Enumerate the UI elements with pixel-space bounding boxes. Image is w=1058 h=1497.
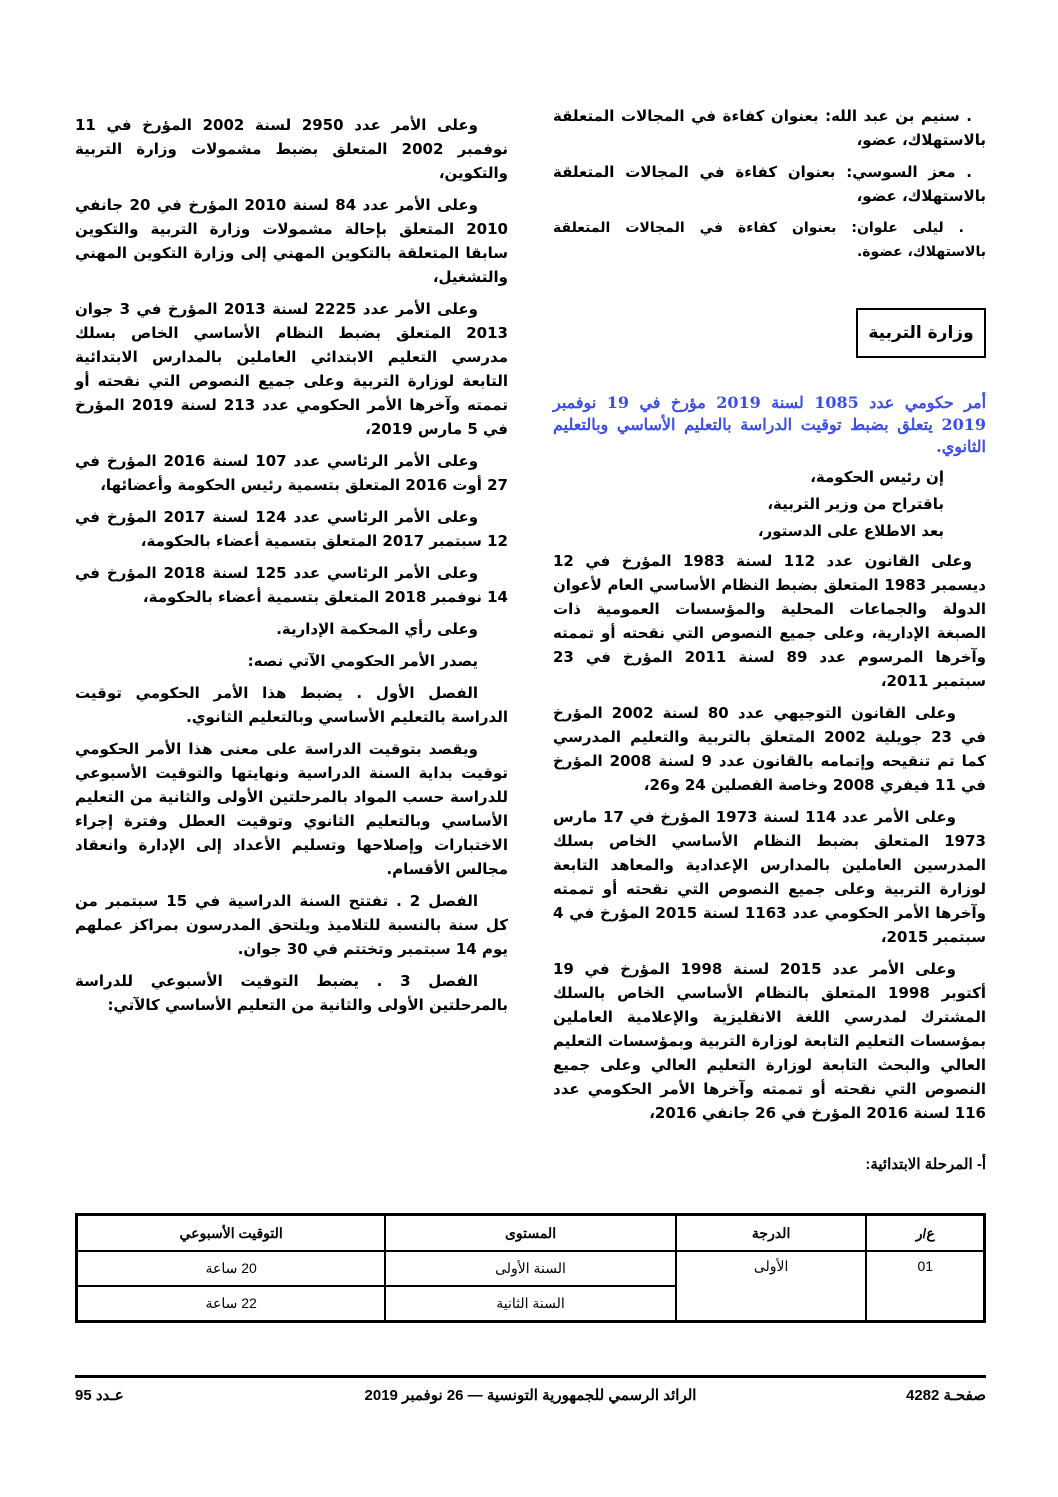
recital-paragraph: وعلى القانون عدد 112 لسنة 1983 المؤرخ في 12 ديسمبر 1983 المتعلق بضبط النظام الأساسي العام لأعوان الدولة والجماعات المحلية والمؤسسات العمومية ذات الصبغة الإدارية، وعلى جميع النصوص التي نقحته أو تممته وآخرها المرسوم عدد 89 لسنة 2011 المؤرخ في 23 سبتمبر 2011، xyxy=(553,552,987,690)
article-paragraph: ويقصد بتوقيت الدراسة على معنى هذا الأمر الحكومي توقيت بداية السنة الدراسية ونهايتها والتوقيت الأسبوعي للدراسة حسب المواد بالمرحلتين الأولى والثانية من التعليم الأساسي وبالتعليم الثانوي وتوقيت العطل وفترة إجراء الاختبارات وإصلاحها وتسليم الأعداد إلى الإدارة وانعقاد مجالس الأقسام. xyxy=(75,740,508,878)
cell-number: 01 xyxy=(866,1251,984,1322)
table-row xyxy=(77,1251,985,1286)
decree-title xyxy=(553,392,986,458)
recital-paragraph: وعلى الأمر عدد 114 لسنة 1973 المؤرخ في 17 مارس 1973 المتعلق بضبط النظام الأساسي الخاص بسلك المدرسين العاملين بالمدارس الإعدادية والمعاهد التابعة لوزارة التربية وعلى جميع النصوص التي نقحته أو تممته وآخرها الأمر الحكومي عدد 1163 لسنة 2015 المؤرخ في 4 سبتمبر 2015، xyxy=(553,808,986,946)
member-item: . معز السوسي: بعنوان كفاءة في المجالات المتعلقة بالاستهلاك، عضو، xyxy=(553,163,986,205)
preamble-line: إن رئيس الحكومة، xyxy=(810,468,944,486)
recital-paragraph: وعلى الأمر عدد 2950 لسنة 2002 المؤرخ في 11 نوفمبر 2002 المتعلق بضبط مشمولات وزارة التربية والتكوين، xyxy=(75,116,509,182)
cell-level: السنة الثانية xyxy=(385,1286,676,1322)
recital-paragraph: وعلى القانون التوجيهي عدد 80 لسنة 2002 المؤرخ في 23 جويلية 2002 المتعلق بالتربية والتعليم المدرسي كما تم تنقيحه وإتمامه بالقانون عدد 9 لسنة 2008 المؤرخ في 11 فيفري 2008 وخاصة الفصلين 24 و26، xyxy=(553,704,987,794)
recital-paragraph: وعلى الأمر عدد 84 لسنة 2010 المؤرخ في 20 جانفي 2010 المتعلق بإحالة مشمولات وزارة التربية والتكوين سابقا المتعلقة بالتكوين المهني إلى وزارة التكوين المهني والتشغيل، xyxy=(75,196,508,286)
recital-paragraph: وعلى الأمر عدد 2015 لسنة 1998 المؤرخ في 19 أكتوبر 1998 المتعلق بالنظام الأساسي الخاص بالسلك المشترك لمدرسي اللغة الانقليزية والإعلامية العاملين بمؤسسات التعليم التابعة لوزارة التربية وبمؤسسات التعليم العالي والبحث التابعة لوزارة التعليم العالي وعلى جميع النصوص التي نقحته أو تممته وآخرها الأمر الحكومي عدد 116 لسنة 2016 المؤرخ في 26 جانفي 2016، xyxy=(553,960,987,1122)
left-column xyxy=(75,104,508,1025)
recital-short-line: وعلى رأي المحكمة الإدارية. xyxy=(276,620,478,638)
article-paragraph: الفصل الأول . يضبط هذا الأمر الحكومي توقيت الدراسة بالتعليم الأساسي وبالتعليم الثانوي. xyxy=(75,684,508,726)
enactment-line: يصدر الأمر الحكومي الآتي نصه: xyxy=(247,652,478,670)
ministry-heading-box xyxy=(856,308,986,358)
recital-paragraph: وعلى الأمر عدد 2225 لسنة 2013 المؤرخ في 3 جوان 2013 المتعلق بضبط النظام الأساسي الخاص بسلك مدرسي التعليم الابتدائي العاملين بالمدارس الابتدائية التابعة لوزارة التربية وعلى جميع النصوص التي نقحته أو تممته وآخرها الأمر الحكومي عدد 213 لسنة 2019 المؤرخ في 5 مارس 2019، xyxy=(75,300,508,438)
members-list xyxy=(553,104,986,264)
page-number: صفحـة 4282 xyxy=(906,1387,986,1404)
recital-paragraph: وعلى الأمر الرئاسي عدد 107 لسنة 2016 المؤرخ في 27 أوت 2016 المتعلق بتسمية رئيس الحكومة وأعضائها، xyxy=(75,452,508,494)
member-item: . ليلى علوان: بعنوان كفاءة في المجالات المتعلقة بالاستهلاك، عضوة. xyxy=(553,220,986,260)
right-column-recitals xyxy=(553,549,986,1125)
preamble-line: بعد الاطلاع على الدستور، xyxy=(757,522,944,540)
ministry-heading: وزارة التربية xyxy=(868,323,974,343)
cell-hours: 22 ساعة xyxy=(77,1286,386,1322)
footer-divider xyxy=(75,1375,986,1378)
publication-title-date: الرائد الرسمي للجمهورية التونسية — 26 نوفمبر 2019 xyxy=(364,1387,697,1404)
schedule-table xyxy=(75,1213,986,1323)
article-paragraph: الفصل 3 . يضبط التوقيت الأسبوعي للدراسة بالمرحلتين الأولى والثانية من التعليم الأساسي كالآتي: xyxy=(75,972,508,1014)
cell-hours: 20 ساعة xyxy=(77,1251,386,1286)
ministry-heading-wrap xyxy=(553,308,986,358)
right-column xyxy=(553,104,986,1133)
column-header-level: المستوى xyxy=(385,1215,676,1252)
article-paragraph: الفصل 2 . تفتتح السنة الدراسية في 15 سبتمبر من كل سنة بالنسبة للتلاميذ ويلتحق المدرسون بمراكز عملهم يوم 14 سبتمبر وتختتم في 30 جوان. xyxy=(75,892,508,958)
cell-grade: الأولى xyxy=(676,1251,867,1322)
decree-title-rest: عدد 1085 لسنة 2019 مؤرخ في 19 نوفمبر 2019 يتعلق بضبط توقيت الدراسة بالتعليم الأساسي وبالتعليم الثانوي. xyxy=(553,393,986,456)
table-header-row xyxy=(77,1215,985,1252)
recital-paragraph: وعلى الأمر الرئاسي عدد 125 لسنة 2018 المؤرخ في 14 نوفمبر 2018 المتعلق بتسمية أعضاء بالحكومة، xyxy=(75,564,508,606)
schedule-heading: أ- المرحلة الابتدائية: xyxy=(865,1156,986,1173)
column-header-weekly-hours: التوقيت الأسبوعي xyxy=(77,1215,386,1252)
issue-number: عـدد 95 xyxy=(75,1387,124,1404)
preamble xyxy=(553,464,986,545)
column-header-grade: الدرجة xyxy=(676,1215,867,1252)
schedule-and-footer xyxy=(75,1155,986,1408)
two-column-body xyxy=(75,0,986,1133)
page-footer xyxy=(75,1386,986,1408)
column-header-number: ع/ر xyxy=(866,1215,984,1252)
decree-title-prefix: أمر حكومي xyxy=(904,393,987,412)
preamble-line: باقتراح من وزير التربية، xyxy=(767,495,944,513)
cell-level: السنة الأولى xyxy=(385,1251,676,1286)
recital-paragraph: وعلى الأمر الرئاسي عدد 124 لسنة 2017 المؤرخ في 12 سبتمبر 2017 المتعلق بتسمية أعضاء بالحكومة، xyxy=(75,508,508,550)
member-item: . سنيم بن عبد الله: بعنوان كفاءة في المجالات المتعلقة بالاستهلاك، عضو، xyxy=(553,107,986,149)
